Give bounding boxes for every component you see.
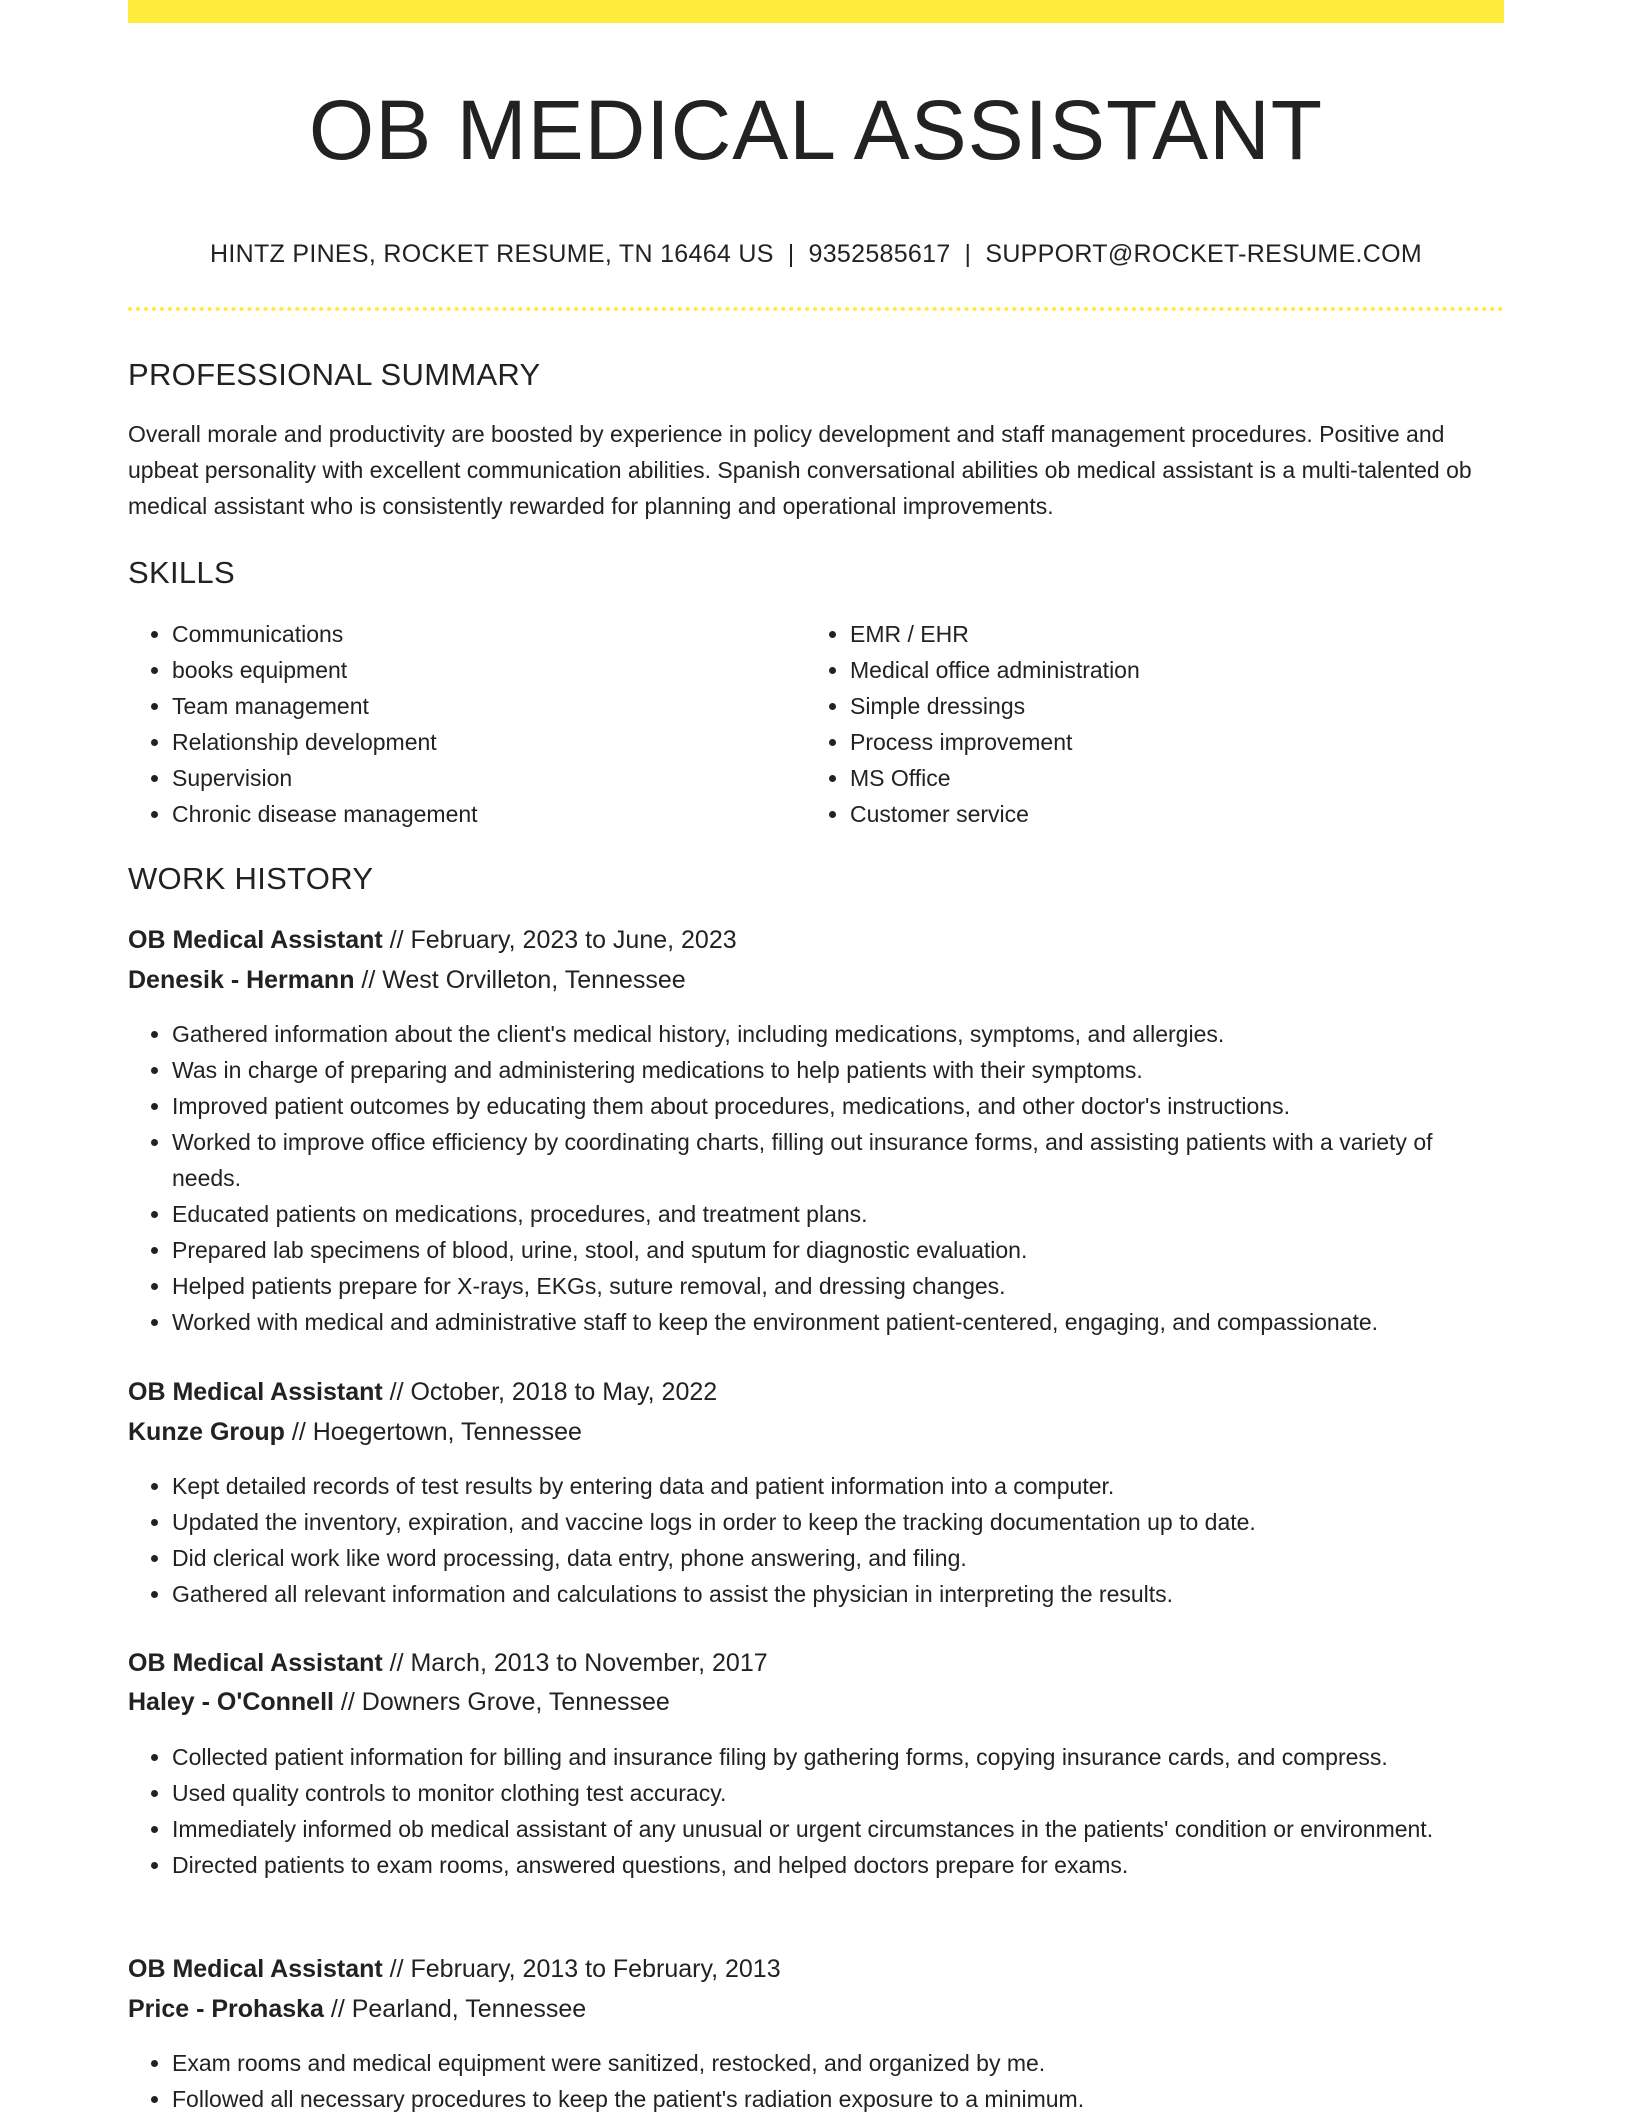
contact-email: SUPPORT@ROCKET-RESUME.COM: [985, 240, 1422, 268]
job-title-line: [128, 1643, 1504, 1683]
job-company: Price - Prohaska: [128, 1995, 324, 2023]
job-bullet: • Followed all necessary procedures to keep the patient's radiation exposure to a minimum.: [172, 2081, 1504, 2117]
dotted-divider: [128, 307, 1504, 311]
job-company: Denesik - Hermann: [128, 966, 355, 994]
job-bullets: [128, 2045, 1504, 2117]
job-dates: // October, 2018 to May, 2022: [382, 1378, 718, 1406]
job-bullet: • Kept detailed records of test results by entering data and patient information into a computer.: [172, 1468, 1504, 1504]
skills-right-column: [806, 616, 1466, 832]
contact-separator: |: [787, 240, 795, 268]
job-title-line: [128, 1949, 1504, 1989]
job-bullet: • Was in charge of preparing and administering medications to help patients with their symptoms.: [172, 1052, 1504, 1088]
contact-address: HINTZ PINES, ROCKET RESUME, TN 16464 US: [210, 240, 774, 268]
job-title: OB Medical Assistant: [128, 926, 383, 954]
job-location: // Pearland, Tennessee: [323, 1995, 587, 2023]
skill-item: • Chronic disease management: [172, 796, 788, 832]
skill-item: • Relationship development: [172, 724, 788, 760]
job-dates: // February, 2023 to June, 2023: [382, 926, 737, 954]
job-bullet: • Educated patients on medications, procedures, and treatment plans.: [172, 1196, 1504, 1232]
job-bullet: • Immediately informed ob medical assistant of any unusual or urgent circumstances in the patients' condition or environment.: [172, 1811, 1504, 1847]
skills-heading: SKILLS: [128, 555, 235, 590]
skill-item: • EMR / EHR: [850, 616, 1466, 652]
work-history-heading: WORK HISTORY: [128, 861, 374, 896]
job-bullet: • Collected patient information for billing and insurance filing by gathering forms, copying insurance cards, and compress.: [172, 1739, 1504, 1775]
summary-heading: PROFESSIONAL SUMMARY: [128, 357, 541, 392]
job-company-line: [128, 1682, 1504, 1722]
skill-item: • Communications: [172, 616, 788, 652]
job-title: OB Medical Assistant: [128, 1955, 383, 1983]
summary-text: Overall morale and productivity are boosted by experience in policy development and staff management procedures. Positive and upbeat personality with excellent communication abilities. Spanish conversational abilities ob medical assistant is a multi-talented ob medical assistant who is consistently rewarded for planning and operational improvements.: [128, 421, 1472, 519]
job-bullet: • Directed patients to exam rooms, answered questions, and helped doctors prepare for exams.: [172, 1847, 1504, 1883]
skill-item: • MS Office: [850, 760, 1466, 796]
job-company: Haley - O'Connell: [128, 1688, 334, 1716]
job-dates: // March, 2013 to November, 2017: [382, 1649, 768, 1677]
job-location: // Hoegertown, Tennessee: [284, 1418, 582, 1446]
job-bullet: • Did clerical work like word processing, data entry, phone answering, and filing.: [172, 1540, 1504, 1576]
job-bullets: [128, 1739, 1504, 1883]
job-company-line: [128, 1989, 1504, 2029]
skill-item: • Simple dressings: [850, 688, 1466, 724]
job-bullet: • Gathered information about the client's medical history, including medications, symptoms, and allergies.: [172, 1016, 1504, 1052]
job-title-line: [128, 920, 1504, 960]
job-company-line: [128, 960, 1504, 1000]
contact-line: [128, 236, 1504, 272]
top-accent-bar: [128, 0, 1504, 23]
job-location: // Downers Grove, Tennessee: [333, 1688, 670, 1716]
skill-item: • Process improvement: [850, 724, 1466, 760]
job-bullet: • Helped patients prepare for X-rays, EKGs, suture removal, and dressing changes.: [172, 1268, 1504, 1304]
skills-left-column: [128, 616, 788, 832]
skill-item: • Supervision: [172, 760, 788, 796]
job-title-line: [128, 1372, 1504, 1412]
job-bullet: • Prepared lab specimens of blood, urine, stool, and sputum for diagnostic evaluation.: [172, 1232, 1504, 1268]
job-title: OB Medical Assistant: [128, 1649, 383, 1677]
job-bullet: • Improved patient outcomes by educating them about procedures, medications, and other doctor's instructions.: [172, 1088, 1504, 1124]
job-bullet: • Gathered all relevant information and calculations to assist the physician in interpreting the results.: [172, 1576, 1504, 1612]
contact-phone: 9352585617: [808, 240, 951, 268]
skill-item: • Customer service: [850, 796, 1466, 832]
resume-title: OB MEDICAL ASSISTANT: [308, 83, 1324, 177]
job-bullet: • Exam rooms and medical equipment were sanitized, restocked, and organized by me.: [172, 2045, 1504, 2081]
skill-item: • books equipment: [172, 652, 788, 688]
job-bullet: • Updated the inventory, expiration, and vaccine logs in order to keep the tracking documentation up to date.: [172, 1504, 1504, 1540]
job-bullet: • Used quality controls to monitor clothing test accuracy.: [172, 1775, 1504, 1811]
job-bullet: • Worked to improve office efficiency by coordinating charts, filling out insurance forms, and assisting patients with a variety of needs.: [172, 1124, 1504, 1196]
job-bullets: [128, 1468, 1504, 1612]
job-bullets: [128, 1016, 1504, 1340]
job-title: OB Medical Assistant: [128, 1378, 383, 1406]
job-location: // West Orvilleton, Tennessee: [354, 966, 686, 994]
contact-separator: |: [964, 240, 972, 268]
job-dates: // February, 2013 to February, 2013: [382, 1955, 781, 1983]
job-company-line: [128, 1412, 1504, 1452]
job-bullet: • Worked with medical and administrative staff to keep the environment patient-centered, engaging, and compassionate.: [172, 1304, 1504, 1340]
job-company: Kunze Group: [128, 1418, 285, 1446]
skill-item: • Medical office administration: [850, 652, 1466, 688]
skill-item: • Team management: [172, 688, 788, 724]
